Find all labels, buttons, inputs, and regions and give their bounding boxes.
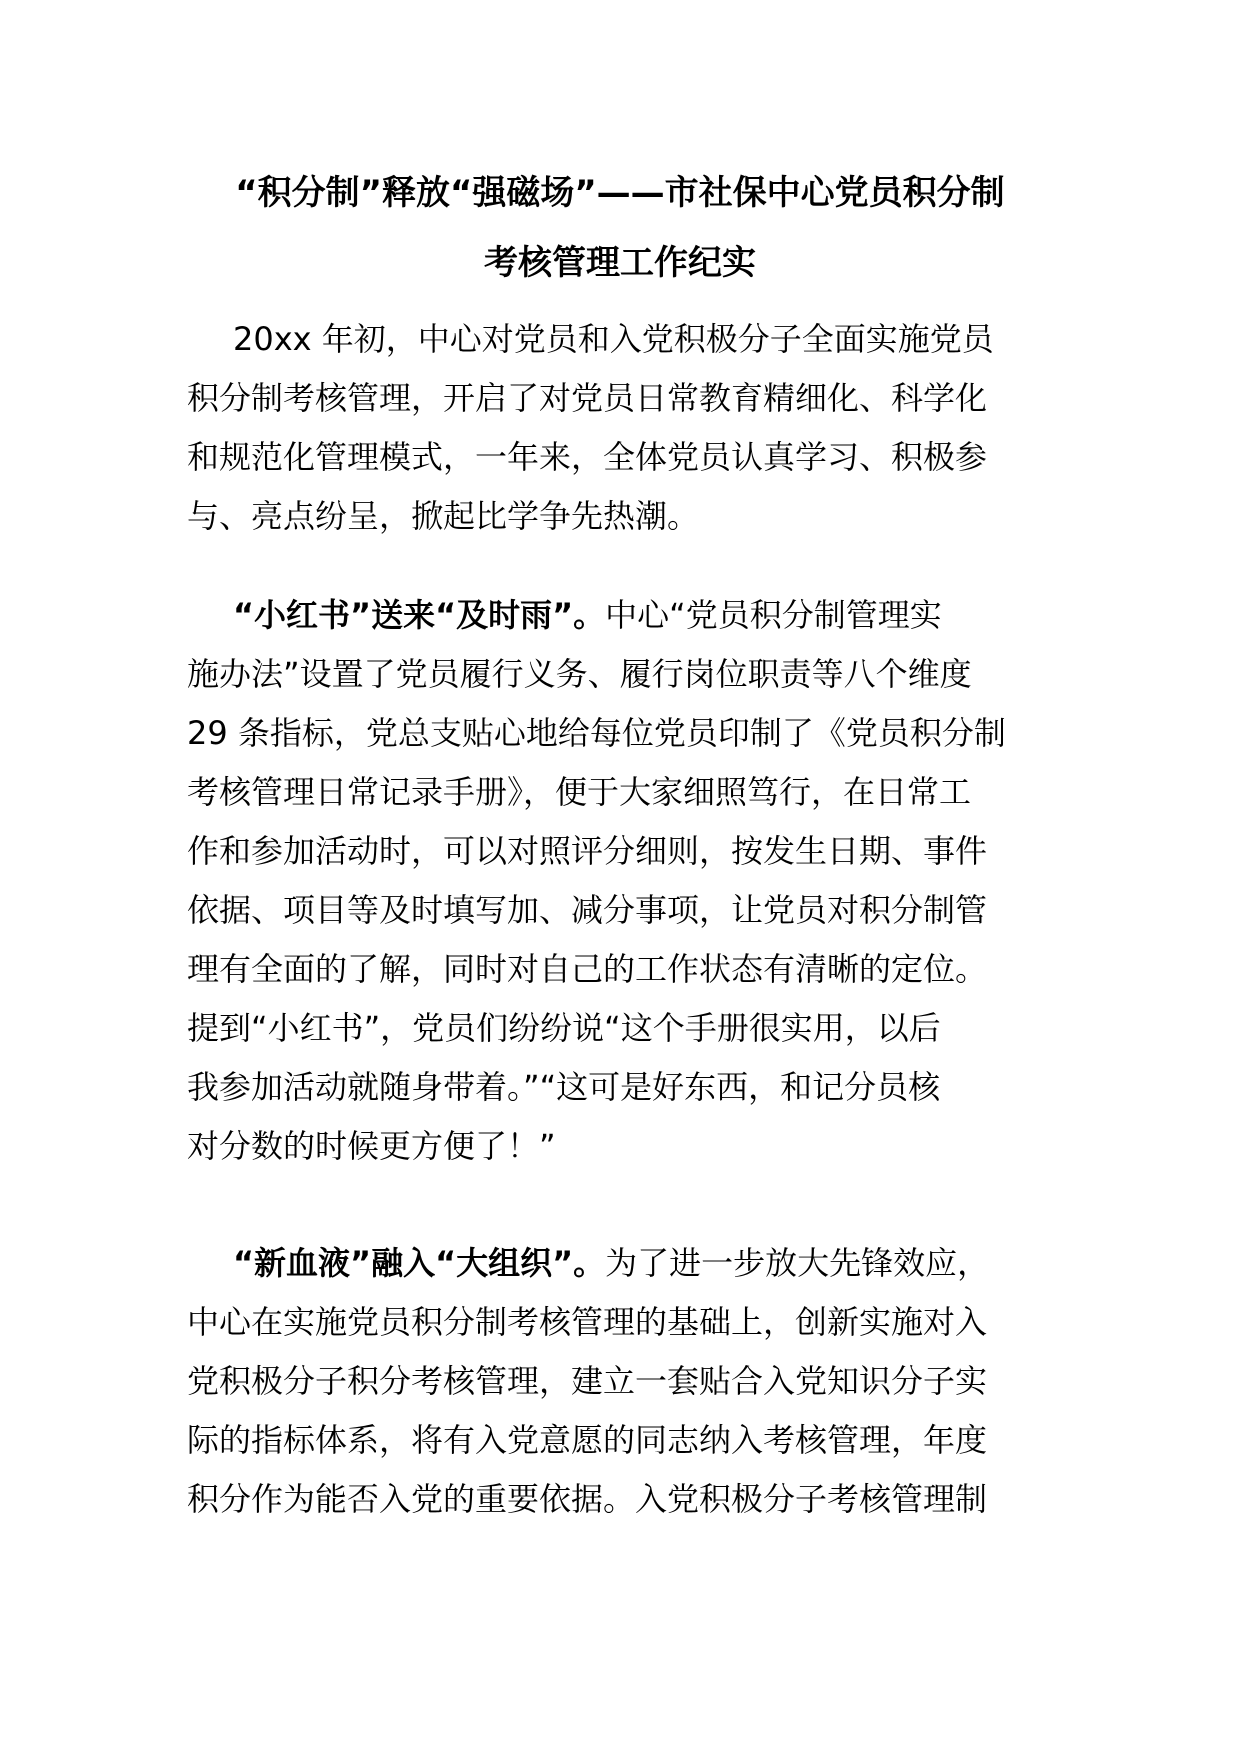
document-title-line-2: 考核管理工作纪实 [484,243,756,283]
paragraph-2-line-2: 施办法”设置了党员履行义务、履行岗位职责等八个维度 [187,655,972,693]
paragraph-1-line-1: 20xx 年初，中心对党员和入党积极分子全面实施党员 [233,320,994,358]
paragraph-1-line-3: 和规范化管理模式，一年来，全体党员认真学习、积极参 [187,438,988,476]
paragraph-2-line-10: 对分数的时候更方便了！” [187,1127,556,1165]
paragraph-3-line-1 [233,1243,989,1283]
paragraph-3-line-5: 积分作为能否入党的重要依据。入党积极分子考核管理制 [187,1480,988,1518]
paragraph-1-line-4: 与、亮点纷呈，掀起比学争先热潮。 [187,497,700,535]
paragraph-2-first-line-text: 中心“党员积分制管理实 [605,596,942,634]
paragraph-2-line-5: 作和参加活动时，可以对照评分细则，按发生日期、事件 [187,832,988,870]
paragraph-2-line-4: 考核管理日常记录手册》，便于大家细照笃行，在日常工 [187,773,972,811]
paragraph-2-line-9: 我参加活动就随身带着。”“这可是好东西，和记分员核 [187,1068,941,1106]
paragraph-3-line-3: 党积极分子积分考核管理，建立一套贴合入党知识分子实 [187,1362,988,1400]
paragraph-2-lead-heading: “小红书”送来“及时雨”。 [233,596,606,634]
paragraph-3-lead-heading: “新血液”融入“大组织”。 [233,1244,606,1282]
paragraph-3-line-2: 中心在实施党员积分制考核管理的基础上，创新实施对入 [187,1303,988,1341]
document-title-line-1: “积分制”释放“强磁场”——市社保中心党员积分制 [235,173,1005,213]
paragraph-2-line-6: 依据、项目等及时填写加、减分事项，让党员对积分制管 [187,891,988,929]
paragraph-3-line-4: 际的指标体系，将有入党意愿的同志纳入考核管理，年度 [187,1421,988,1459]
paragraph-3-first-line-text: 为了进一步放大先锋效应， [605,1244,990,1282]
paragraph-1-line-2: 积分制考核管理，开启了对党员日常教育精细化、科学化 [187,379,988,417]
paragraph-2-line-8: 提到“小红书”，党员们纷纷说“这个手册很实用，以后 [187,1009,941,1047]
paragraph-2-line-1 [233,595,942,635]
paragraph-2-line-3: 29 条指标，党总支贴心地给每位党员印制了《党员积分制 [187,714,1006,752]
paragraph-2-line-7: 理有全面的了解，同时对自己的工作状态有清晰的定位。 [187,950,988,988]
